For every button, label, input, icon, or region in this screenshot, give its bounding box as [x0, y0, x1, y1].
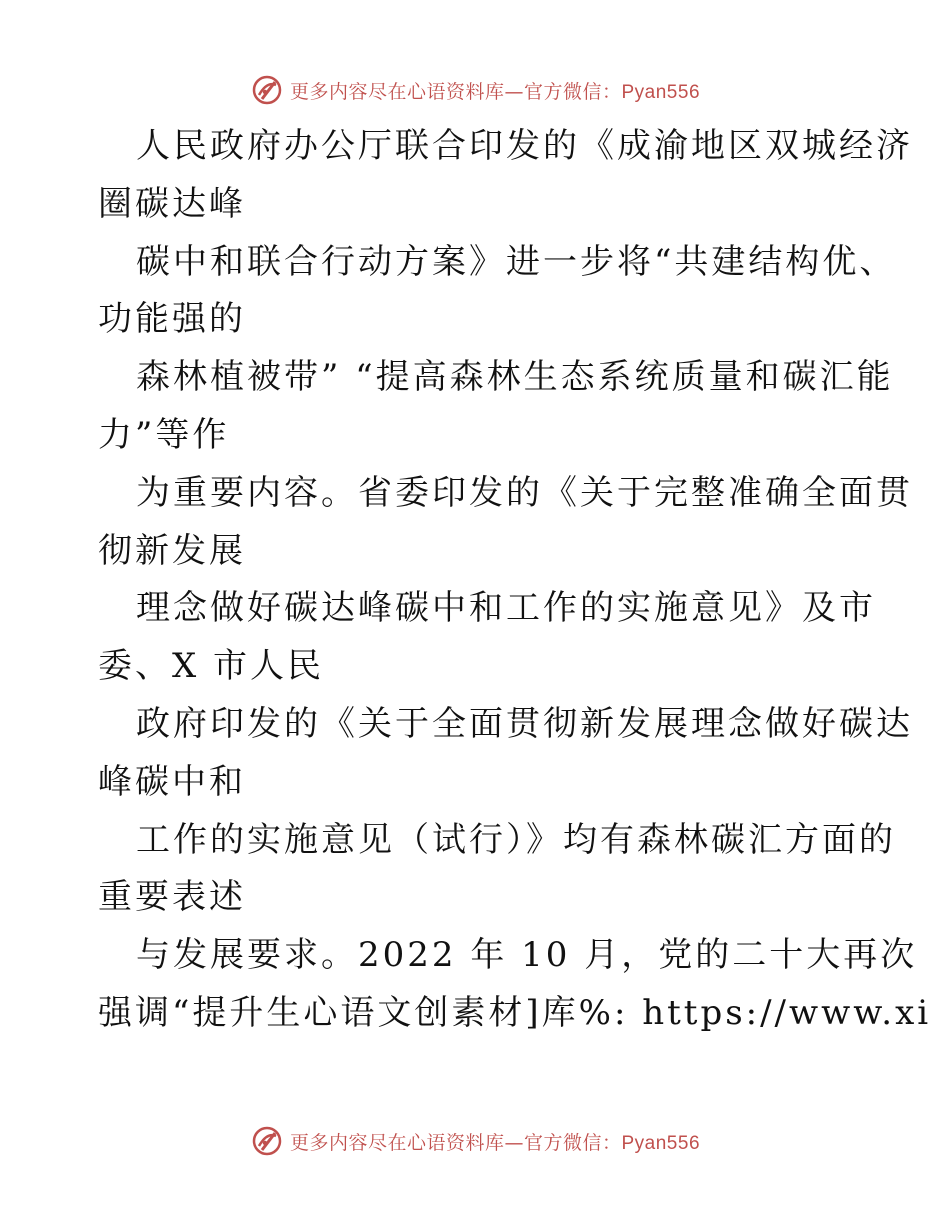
text-line: 圈碳达峰 — [98, 183, 246, 224]
footer-wechat-id: Pyan556 — [621, 1132, 701, 1154]
text-line: 与发展要求。2022 年 10 月，党的二十大再次 — [136, 935, 918, 976]
header-banner-text: 更多内容尽在心语资料库—官方微信：Pyan556 — [289, 80, 701, 103]
text-line: 峰碳中和 — [98, 761, 246, 802]
text-line: 森林植被带” “提高森林生态系统质量和碳汇能 — [136, 357, 894, 398]
text-line: 为重要内容。省委印发的《关于完整准确全面贯 — [136, 472, 913, 513]
library-logo-icon — [250, 1124, 284, 1158]
document-body — [98, 118, 932, 1043]
text-line: 人民政府办公厅联合印发的《成渝地区双城经济 — [136, 126, 913, 166]
header-watermark-banner — [0, 70, 950, 110]
text-line: 强调“提升生心语文创素材]库%: https://www.xi — [98, 992, 932, 1033]
text-line: 碳中和联合行动方案》进一步将“共建结构优、 — [136, 241, 897, 282]
text-line: 彻新发展 — [98, 530, 246, 571]
text-line: 政府印发的《关于全面贯彻新发展理念做好碳达 — [136, 703, 913, 744]
text-line: 委、X 市人民 — [98, 646, 325, 687]
footer-watermark-banner — [0, 1121, 950, 1161]
text-line: 力”等作 — [98, 414, 230, 455]
header-wechat-id: Pyan556 — [621, 81, 701, 103]
text-line: 理念做好碳达峰碳中和工作的实施意见》及市 — [136, 588, 876, 629]
text-line: 工作的实施意见（试行）》均有森林碳汇方面的 — [136, 819, 896, 860]
text-line: 功能强的 — [98, 299, 246, 340]
footer-banner-text: 更多内容尽在心语资料库—官方微信：Pyan556 — [289, 1131, 701, 1154]
library-logo-icon — [250, 73, 284, 107]
text-line: 重要表述 — [98, 877, 246, 918]
